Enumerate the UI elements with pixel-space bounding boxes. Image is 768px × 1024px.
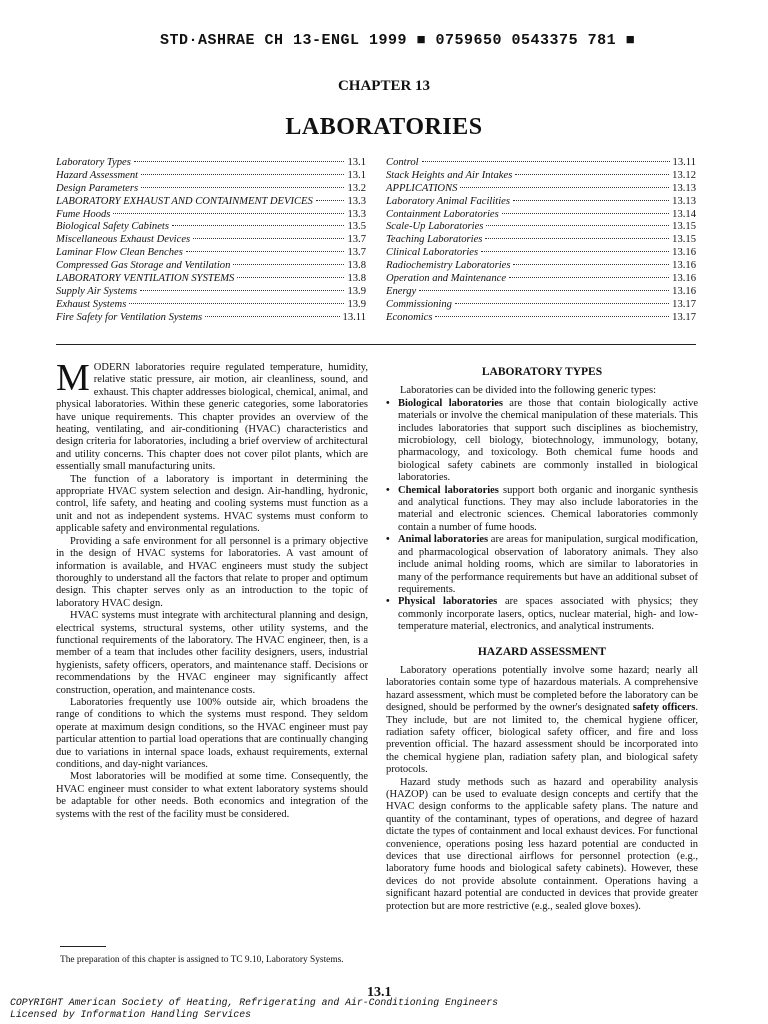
intro-paragraph: MODERN laboratories require regulated temperature, humidity, relative static pressure, air motion, air cleanliness, sound, and exhaust. This chapter addresses biological, chemical, animal, and physical laboratories. Within these generic categories, some laboratories have unique requirements. This chapter provides an overview of the heating, ventilating, and air-conditioning (HVAC) characteristics and design criteria for laboratories, including a brief overview of architectural and utility concerns. This chapter does not cover pilot plants, which are essentially small manufacturing units.: [56, 357, 368, 473]
body-left-column: [56, 357, 368, 821]
list-item: • Animal laboratories are areas for manipulation, surgical modification, and pharmacological observation of laboratory animals. They also include animal holding rooms, which are similar to laboratories in many of the performance requirements but have an additional subset of requirements.: [386, 534, 698, 596]
toc-right-column: [386, 157, 696, 325]
body-paragraph: HVAC systems must integrate with architectural planning and design, electrical systems, structural systems, other utility systems, and the functional requirements of the laboratory. The HVAC engineer, then, is a member of a team that includes other facility designers, users, industrial hygienists, safety officers, operators, and maintenance staff. Decisions or recommendations by the HVAC engineer may significantly affect construction, operation, and maintenance costs.: [56, 610, 368, 696]
toc-entry[interactable]: Scale-Up Laboratories 13.15: [386, 221, 696, 233]
toc-entry[interactable]: Clinical Laboratories 13.16: [386, 247, 696, 259]
toc-entry[interactable]: Compressed Gas Storage and Ventilation 13.8: [56, 260, 366, 272]
toc-entry[interactable]: Laminar Flow Clean Benches 13.7: [56, 247, 366, 259]
page-number: 13.1: [367, 985, 392, 1000]
section-heading-hazard-assessment: HAZARD ASSESSMENT: [477, 645, 607, 658]
toc-entry[interactable]: Laboratory Types 13.1: [56, 157, 366, 168]
toc-entry[interactable]: Teaching Laboratories 13.15: [386, 234, 696, 246]
body-paragraph: Laboratories frequently use 100% outside air, which broadens the range of conditions to which the systems must respond. They seldom operate at maximum design conditions, so the HVAC engineer must pay particular attention to partial load operations that are continually changing due to variations in internal space loads, exhaust requirements, external conditions, and day-night variances.: [56, 696, 368, 770]
body-paragraph: The function of a laboratory is important in determining the appropriate HVAC system selection and design. Air-handling, hydronic, control, life safety, and heating and cooling systems must function as a unit and not as independent systems. HVAC systems must conform to applicable safety and environmental regulations.: [56, 473, 368, 535]
section-heading-laboratory-types: LABORATORY TYPES: [481, 366, 603, 378]
toc-left-column: [56, 157, 366, 325]
types-intro: Laboratories can be divided into the following generic types:: [400, 385, 657, 397]
copyright-notice: COPYRIGHT American Society of Heating, Refrigerating and Air-Conditioning Engineers Licensed by Information Handling Services: [10, 997, 498, 1020]
toc-entry[interactable]: Economics 13.17: [386, 311, 696, 323]
chapter-label: CHAPTER 13: [337, 78, 431, 94]
toc-entry[interactable]: APPLICATIONS 13.13: [386, 182, 696, 194]
toc-entry[interactable]: Commissioning 13.17: [386, 298, 696, 310]
list-item: • Physical laboratories are spaces associated with physics; they commonly incorporate lasers, optics, nuclear material, high- and low-temperature material, electronics, and analytical instruments.: [386, 596, 698, 633]
toc-entry[interactable]: Stack Heights and Air Intakes 13.12: [386, 169, 696, 181]
chapter-title: LABORATORIES: [285, 114, 483, 140]
toc-entry[interactable]: Control 13.11: [386, 157, 696, 168]
toc-entry[interactable]: Exhaust Systems 13.9: [56, 298, 366, 310]
toc-entry[interactable]: Energy 13.16: [386, 285, 696, 297]
toc-entry[interactable]: Fume Hoods 13.3: [56, 208, 366, 220]
laboratory-types-list: [386, 398, 698, 634]
footnote: The preparation of this chapter is assigned to TC 9.10, Laboratory Systems.: [60, 955, 344, 965]
toc-entry[interactable]: Radiochemistry Laboratories 13.16: [386, 260, 696, 272]
toc-entry[interactable]: Hazard Assessment 13.1: [56, 169, 366, 181]
body-right-column: [386, 366, 698, 913]
toc-entry[interactable]: Fire Safety for Ventilation Systems 13.11: [56, 311, 366, 323]
toc-entry[interactable]: LABORATORY EXHAUST AND CONTAINMENT DEVICES 13.3: [56, 195, 366, 207]
toc-entry[interactable]: Biological Safety Cabinets 13.5: [56, 221, 366, 233]
body-paragraph: Hazard study methods such as hazard and operability analysis (HAZOP) can be used to evaluate design concepts and certify that the HVAC design conforms to the applicable safety plans. The nature and quantity of the contaminant, types of operations, and degree of hazard dictate the types of containment and local exhaust devices. For functional convenience, operations posing less hazard potential are conducted in devices that use directional airflows for personnel protection (e.g., laboratory fume hoods and biological safety cabinets). However, these devices do not provide absolute containment. Operations having a significant hazard potential are conducted in devices that provide greater protection but are more restrictive (e.g., sealed glove boxes).: [386, 776, 698, 912]
toc-entry[interactable]: Containment Laboratories 13.14: [386, 208, 696, 220]
body-paragraph: Providing a safe environment for all personnel is a primary objective in the design of HVAC systems for laboratories. A vast amount of information is available, and HVAC engineers must study the subject thoroughly to understand all the factors that relate to proper and optimum design. This chapter serves only as an introduction to the topic of laboratory HVAC design.: [56, 535, 368, 609]
document-code-header: STD·ASHRAE CH 13-ENGL 1999 ■ 0759650 0543375 781 ■: [160, 32, 636, 49]
footnote-rule: [60, 946, 106, 947]
toc-divider: [56, 344, 696, 345]
body-paragraph: Most laboratories will be modified at some time. Consequently, the HVAC engineer must consider to what extent laboratory systems should be adaptable for other needs. Both economics and integration of the systems with the rest of the facility must be considered.: [56, 771, 368, 820]
toc-entry[interactable]: Supply Air Systems 13.9: [56, 285, 366, 297]
toc-entry[interactable]: Design Parameters 13.2: [56, 182, 366, 194]
list-item: • Biological laboratories are those that contain biologically active materials or involve the chemical manipulation of these materials. This includes laboratories that support such disciplines as biochemistry, microbiology, cell biology, biotechnology, immunology, botany, pharmacology, and toxicology. Both chemical fume hoods and biological safety cabinets are commonly installed in biological laboratories.: [386, 398, 698, 485]
drop-cap: M: [56, 357, 90, 399]
list-item: • Chemical laboratories support both organic and inorganic synthesis and analytical functions. They may also include laboratories in the material and electronic sciences. Chemical laboratories commonly contain a number of fume hoods.: [386, 485, 698, 535]
toc-entry[interactable]: Miscellaneous Exhaust Devices 13.7: [56, 234, 366, 246]
body-paragraph: Laboratory operations potentially involve some hazard; nearly all laboratories contain some type of hazardous materials. A comprehensive hazard assessment, which must be completed before the laboratory can be designed, should be performed by the owner's designated safety officers. They include, but are not limited to, the chemical hygiene officer, radiation safety officer, biological safety officer, and fire and loss prevention official. The hazard assessment should be incorporated into the chemical hygiene plan, radiation safety plan, and biological safety protocols.: [386, 664, 699, 776]
toc-entry[interactable]: Laboratory Animal Facilities 13.13: [386, 195, 696, 207]
toc-entry[interactable]: Operation and Maintenance 13.16: [386, 273, 696, 285]
toc-entry[interactable]: LABORATORY VENTILATION SYSTEMS 13.8: [56, 273, 366, 285]
